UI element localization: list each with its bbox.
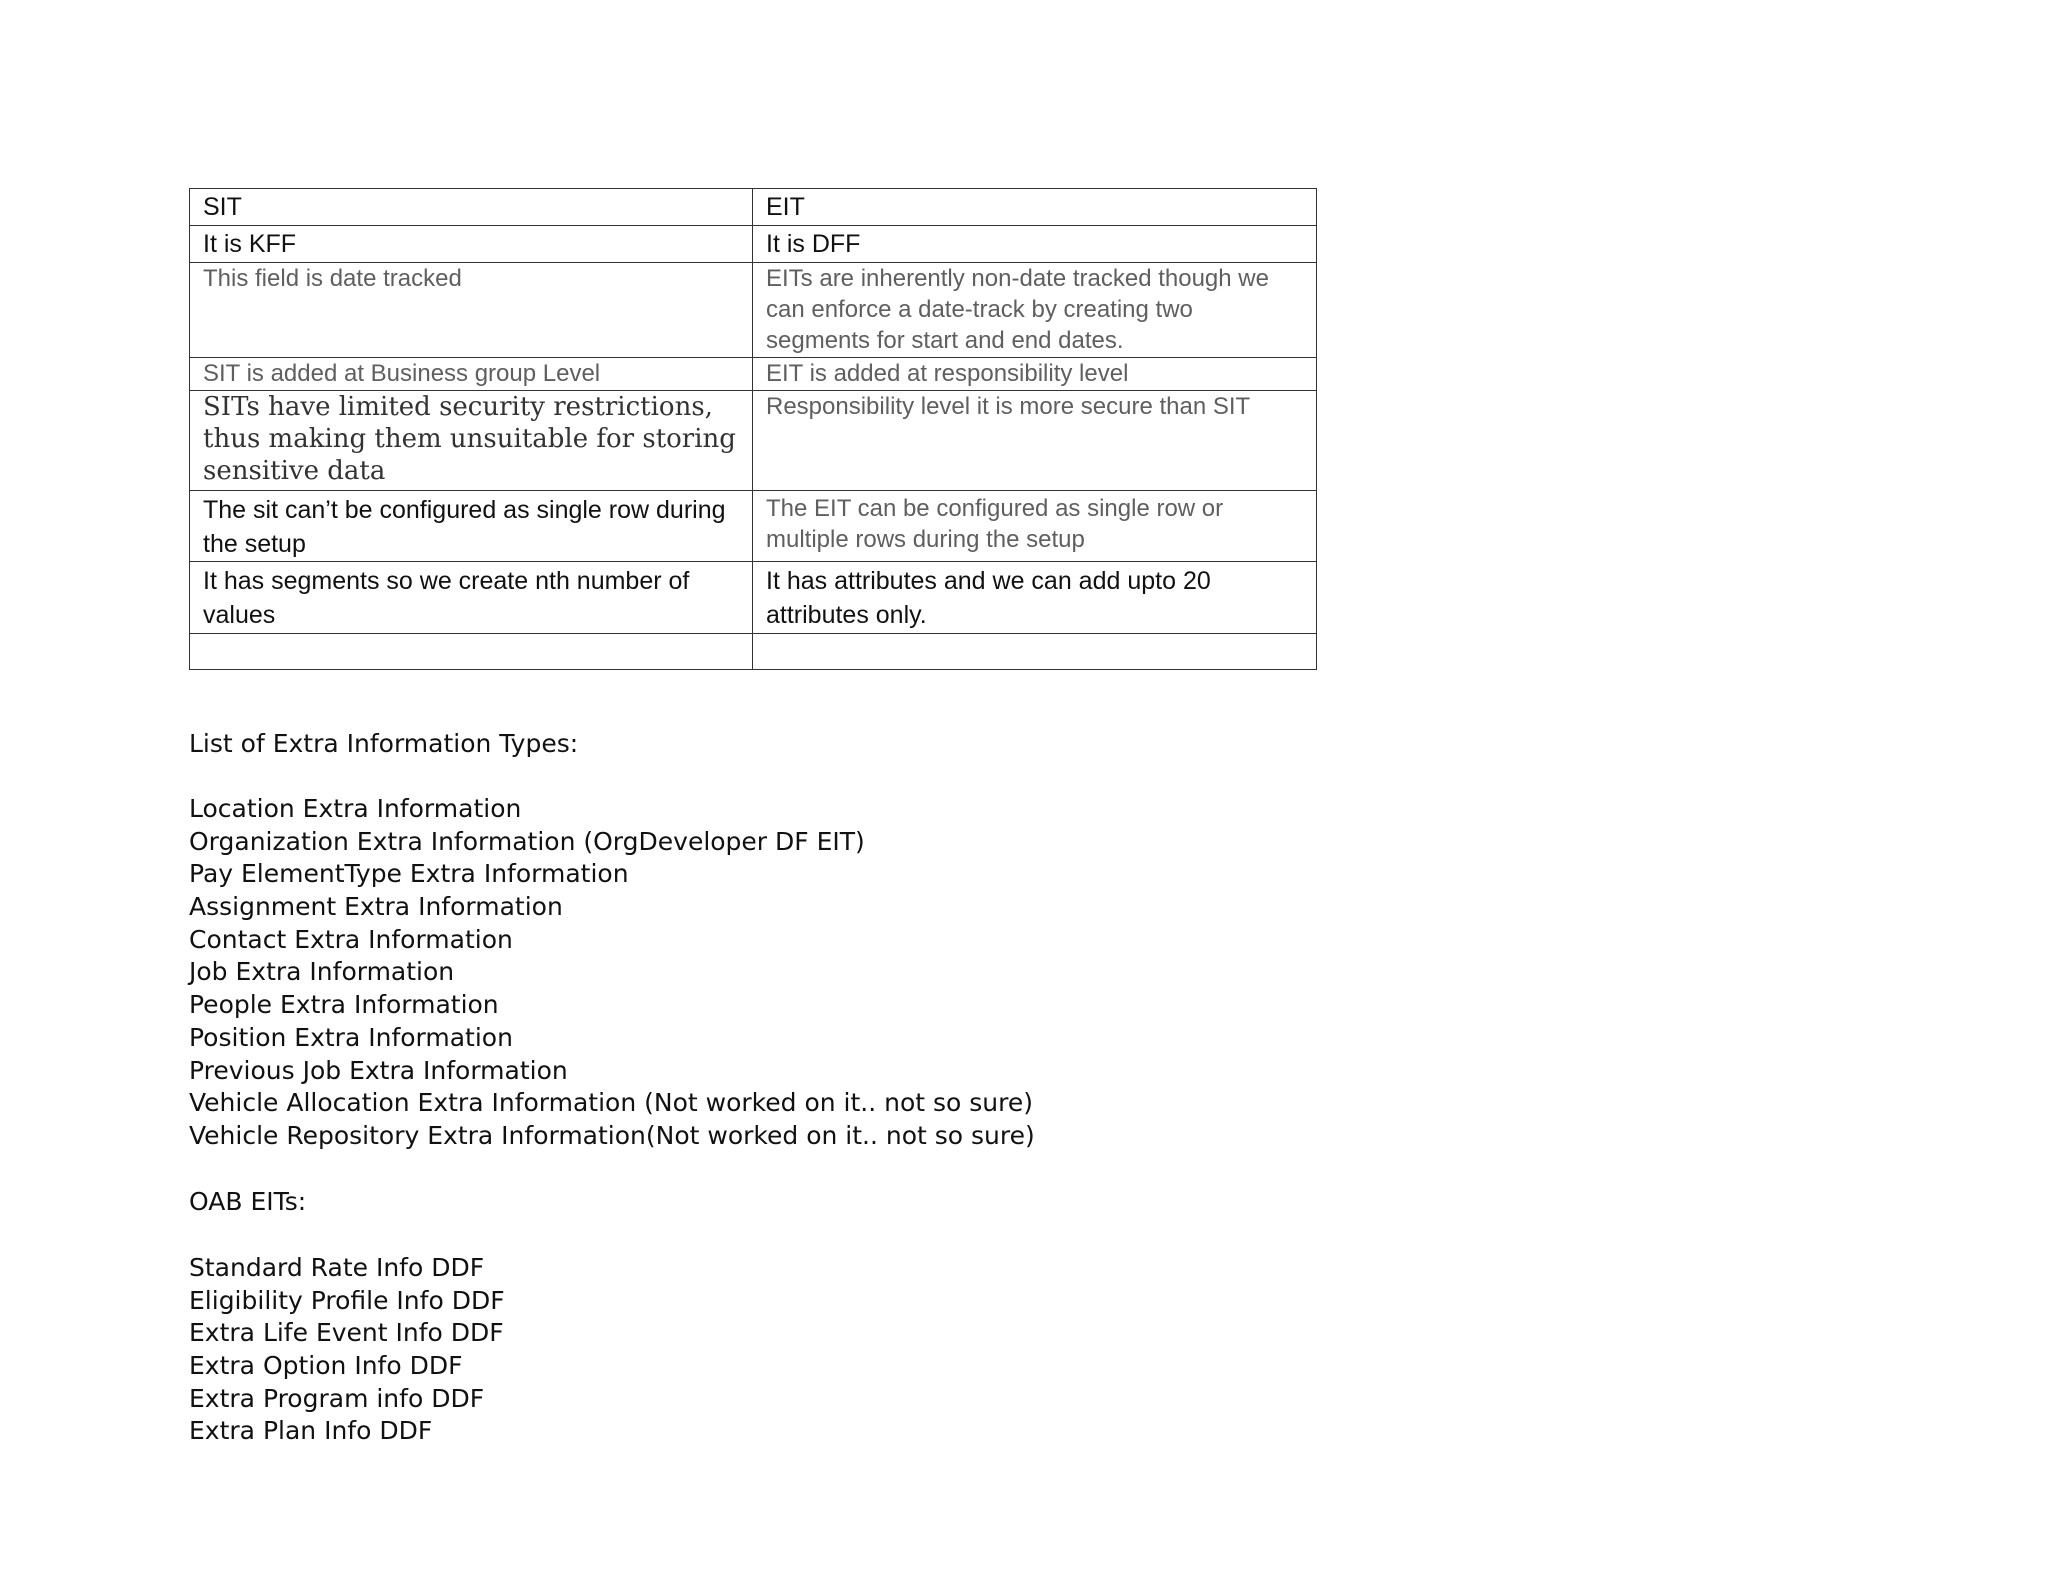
cell-text: The EIT can be configured as single row or multiple rows during the setup (766, 495, 1224, 553)
cell-text: It has segments so we create nth number of values (203, 567, 690, 629)
table-row (190, 358, 1317, 391)
table-cell (190, 358, 753, 391)
cell-text: SITs have limited security restrictions, thus making them unsuitable for storing sensitive data (203, 392, 736, 486)
table-cell (190, 562, 753, 634)
list-item: Eligibility Profile Info DDF (189, 1285, 505, 1315)
cell-text: Responsibility level it is more secure than SIT (766, 393, 1251, 420)
list-item: Assignment Extra Information (189, 892, 563, 922)
table-cell (190, 391, 753, 491)
table-row-empty (190, 634, 1317, 670)
list-item: Location Extra Information (189, 794, 522, 823)
table-cell (190, 226, 753, 263)
table-cell (753, 358, 1317, 391)
header-eit: EIT (766, 193, 805, 221)
list-item: Extra Program info DDF (189, 1383, 485, 1413)
cell-text: It has attributes and we can add upto 20 attributes only. (766, 567, 1211, 629)
list-item: Contact Extra Information (189, 924, 513, 954)
table-cell (753, 634, 1317, 670)
list-item: Organization Extra Information (OrgDeveloper DF EIT) (189, 826, 865, 856)
header-sit: SIT (203, 193, 242, 221)
table-cell (190, 634, 753, 670)
eit-list-heading: List of Extra Information Types: (189, 729, 579, 758)
list-item: Extra Plan Info DDF (189, 1416, 433, 1446)
table-cell (753, 263, 1317, 358)
cell-text: EIT is added at responsibility level (766, 360, 1129, 387)
list-item: Vehicle Repository Extra Information(Not worked on it.. not so sure) (189, 1120, 1035, 1150)
table-header-cell (753, 189, 1317, 226)
table-row (190, 391, 1317, 491)
sit-eit-comparison-table (189, 188, 1317, 670)
list-item: Vehicle Allocation Extra Information (Not worked on it.. not so sure) (189, 1088, 1034, 1118)
list-item: Extra Life Event Info DDF (189, 1318, 504, 1348)
table-row (190, 491, 1317, 562)
list-item: Previous Job Extra Information (189, 1055, 568, 1085)
table-cell (753, 391, 1317, 491)
list-item: Job Extra Information (189, 957, 455, 987)
cell-text: It is DFF (766, 230, 861, 258)
table-row (190, 562, 1317, 634)
list-item: Pay ElementType Extra Information (189, 859, 629, 889)
table-cell (190, 263, 753, 358)
cell-text: EITs are inherently non-date tracked though we can enforce a date-track by creating two segments for start and end dates. (766, 265, 1269, 354)
table-row (190, 263, 1317, 358)
list-item: Extra Option Info DDF (189, 1351, 463, 1381)
table-cell (753, 491, 1317, 562)
eit-list (189, 793, 1035, 1153)
cell-text: It is KFF (203, 230, 297, 258)
table-cell (753, 562, 1317, 634)
table-cell (190, 491, 753, 562)
table-header-cell (190, 189, 753, 226)
cell-text: This field is date tracked (203, 265, 462, 292)
table-header-row (190, 189, 1317, 226)
cell-text: SIT is added at Business group Level (203, 360, 601, 387)
list-item: Standard Rate Info DDF (189, 1253, 485, 1282)
table-row (190, 226, 1317, 263)
list-item: People Extra Information (189, 990, 499, 1020)
list-item: Position Extra Information (189, 1022, 513, 1052)
cell-text: The sit can’t be configured as single row during the setup (203, 496, 726, 558)
oab-list-heading: OAB EITs: (189, 1187, 307, 1216)
oab-list (189, 1252, 505, 1448)
table-cell (753, 226, 1317, 263)
